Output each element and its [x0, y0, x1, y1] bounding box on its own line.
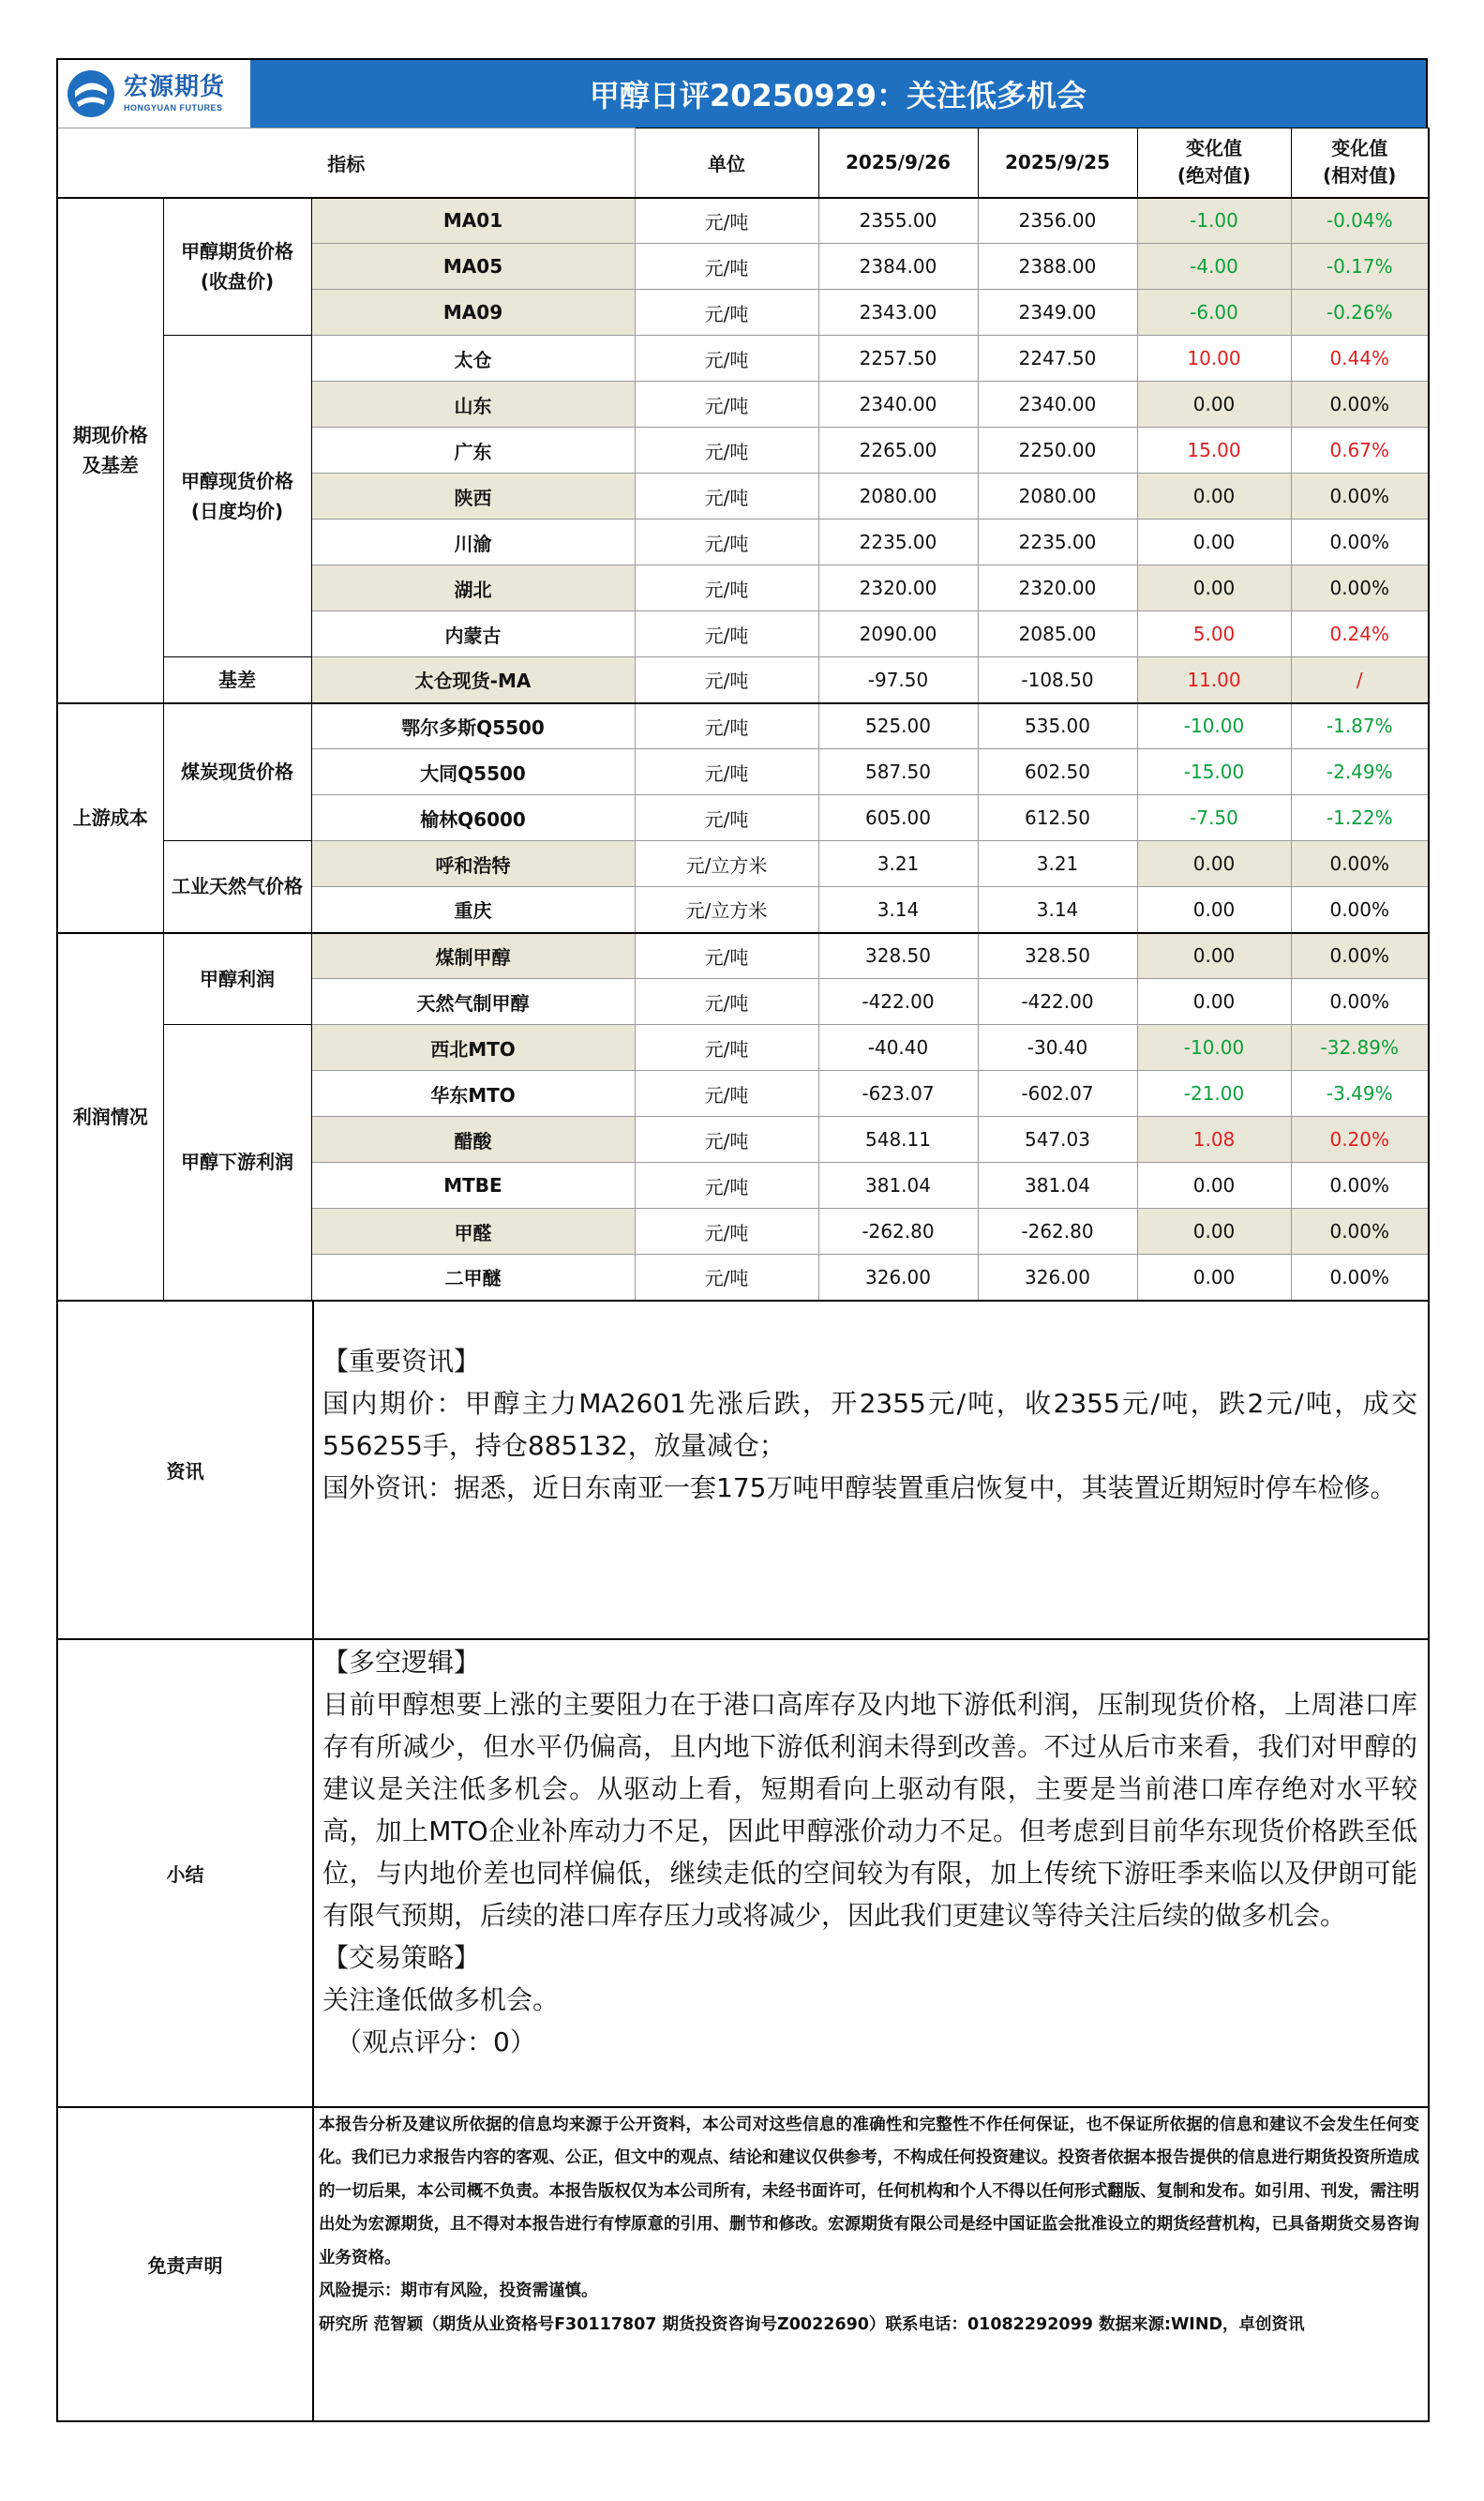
rel-change-value-acetic-acid: 0.20% — [1291, 1117, 1429, 1163]
value-date1-shandong: 2340.00 — [818, 382, 978, 428]
rel-change-value-basis-taicang: / — [1291, 657, 1429, 703]
hongyuan-logo-icon — [66, 68, 116, 119]
abs-change-value-chongqing-gas: 0.00 — [1137, 887, 1291, 933]
rel-change-value-chuanyu: 0.00% — [1291, 520, 1429, 565]
indicator-name-taicang: 太仓 — [311, 336, 635, 382]
rel-change-value-mtbe: 0.00% — [1291, 1163, 1429, 1209]
value-date1-hohhot-gas: 3.21 — [818, 841, 978, 887]
abs-change-value-yulin-coal: -7.50 — [1137, 795, 1291, 841]
news-content — [315, 1303, 1427, 1509]
indicator-name-mtbe: MTBE — [311, 1163, 635, 1209]
abs-change-value-gas-methanol: 0.00 — [1137, 979, 1291, 1025]
indicator-name-shandong: 山东 — [311, 382, 635, 428]
abs-change-value-dme: 0.00 — [1137, 1255, 1291, 1301]
abs-change-value-northwest-mto: -10.00 — [1137, 1025, 1291, 1071]
rel-change-value-coal-methanol: 0.00% — [1291, 933, 1429, 979]
value-date1-ordos-coal: 525.00 — [818, 703, 978, 749]
value-date1-ma01: 2355.00 — [818, 198, 978, 244]
abs-change-value-formaldehyde: 0.00 — [1137, 1209, 1291, 1255]
subgroup-label: 甲醇下游利润 — [163, 1025, 311, 1301]
unit-cell-hohhot-gas: 元/立方米 — [635, 841, 818, 887]
summary-row — [57, 1639, 1429, 2107]
indicator-name-ma05: MA05 — [311, 244, 635, 290]
value-date1-east-china-mto: -623.07 — [818, 1071, 978, 1117]
value-date1-datong-coal: 587.50 — [818, 749, 978, 795]
indicator-name-acetic-acid: 醋酸 — [311, 1117, 635, 1163]
unit-cell-northwest-mto: 元/吨 — [635, 1025, 818, 1071]
news-paragraph-domestic: 国内期价：甲醇主力MA2601先涨后跌，开2355元/吨，收2355元/吨，跌2元/吨，成交556255手，持仓885132，放量减仓； — [322, 1387, 1417, 1461]
summary-label: 小结 — [57, 1639, 313, 2107]
abs-change-value-shandong: 0.00 — [1137, 382, 1291, 428]
table-row — [57, 703, 1429, 749]
unit-cell-dme: 元/吨 — [635, 1255, 818, 1301]
rel-change-value-hohhot-gas: 0.00% — [1291, 841, 1429, 887]
group-profit-label: 利润情况 — [57, 933, 163, 1301]
abs-change-value-taicang: 10.00 — [1137, 336, 1291, 382]
indicator-name-coal-methanol: 煤制甲醇 — [311, 933, 635, 979]
value-date1-basis-taicang: -97.50 — [818, 657, 978, 703]
disclaimer-row — [57, 2107, 1429, 2421]
value-date2-neimenggu: 2085.00 — [978, 611, 1137, 657]
indicator-name-gas-methanol: 天然气制甲醇 — [311, 979, 635, 1025]
brand-logo — [58, 60, 250, 128]
rel-change-value-ma01: -0.04% — [1291, 198, 1429, 244]
rel-change-value-dme: 0.00% — [1291, 1255, 1429, 1301]
subgroup-label: 甲醇现货价格 (日度均价) — [163, 336, 311, 657]
rel-change-value-formaldehyde: 0.00% — [1291, 1209, 1429, 1255]
value-date2-ma01: 2356.00 — [978, 198, 1137, 244]
unit-cell-neimenggu: 元/吨 — [635, 611, 818, 657]
unit-cell-guangdong: 元/吨 — [635, 428, 818, 474]
unit-cell-east-china-mto: 元/吨 — [635, 1071, 818, 1117]
unit-cell-chongqing-gas: 元/立方米 — [635, 887, 818, 933]
value-date2-ma09: 2349.00 — [978, 290, 1137, 336]
rel-change-value-ma05: -0.17% — [1291, 244, 1429, 290]
unit-cell-shaanxi: 元/吨 — [635, 474, 818, 520]
abs-change-value-mtbe: 0.00 — [1137, 1163, 1291, 1209]
indicator-name-ma09: MA09 — [311, 290, 635, 336]
value-date1-hubei: 2320.00 — [818, 565, 978, 611]
abs-change-value-ma09: -6.00 — [1137, 290, 1291, 336]
unit-cell-coal-methanol: 元/吨 — [635, 933, 818, 979]
abs-change-value-datong-coal: -15.00 — [1137, 749, 1291, 795]
rel-change-value-hubei: 0.00% — [1291, 565, 1429, 611]
abs-change-value-shaanxi: 0.00 — [1137, 474, 1291, 520]
unit-cell-datong-coal: 元/吨 — [635, 749, 818, 795]
value-date2-east-china-mto: -602.07 — [978, 1071, 1137, 1117]
rel-change-value-neimenggu: 0.24% — [1291, 611, 1429, 657]
unit-cell-acetic-acid: 元/吨 — [635, 1117, 818, 1163]
table-row — [57, 841, 1429, 887]
col-header-unit: 单位 — [635, 128, 818, 198]
value-date2-shandong: 2340.00 — [978, 382, 1137, 428]
value-date1-chongqing-gas: 3.14 — [818, 887, 978, 933]
indicator-name-east-china-mto: 华东MTO — [311, 1071, 635, 1117]
unit-cell-mtbe: 元/吨 — [635, 1163, 818, 1209]
abs-change-value-guangdong: 15.00 — [1137, 428, 1291, 474]
value-date2-yulin-coal: 612.50 — [978, 795, 1137, 841]
value-date1-dme: 326.00 — [818, 1255, 978, 1301]
value-date2-formaldehyde: -262.80 — [978, 1209, 1137, 1255]
value-date1-gas-methanol: -422.00 — [818, 979, 978, 1025]
disclaimer-label: 免责声明 — [57, 2107, 313, 2421]
value-date2-gas-methanol: -422.00 — [978, 979, 1137, 1025]
abs-change-value-ordos-coal: -10.00 — [1137, 703, 1291, 749]
value-date1-formaldehyde: -262.80 — [818, 1209, 978, 1255]
value-date1-chuanyu: 2235.00 — [818, 520, 978, 565]
summary-logic-body: 目前甲醇想要上涨的主要阻力在于港口高库存及内地下游低利润，压制现货价格，上周港口库存有所减少，但水平仍偏高，且内地下游低利润未得到改善。不过从后市来看，我们对甲醇的建议是关注低多机会。从驱动上看，短期看向上驱动有限，主要是当前港口库存绝对水平较高，加上MTO企业补库动力不足，因此甲醇涨价动力不足。但考虑到目前华东现货价格跌至低位，与内地价差也同样偏低，继续走低的空间较为有限，加上传统下游旺季来临以及伊朗可能有限气预期，后续的港口库存压力或将减少，因此我们更建议等待关注后续的做多机会。 — [322, 1688, 1417, 1931]
value-date2-ordos-coal: 535.00 — [978, 703, 1137, 749]
commentary-table — [56, 1302, 1430, 2422]
indicator-name-datong-coal: 大同Q5500 — [311, 749, 635, 795]
subgroup-label: 甲醇期货价格 (收盘价) — [163, 198, 311, 336]
abs-change-value-hubei: 0.00 — [1137, 565, 1291, 611]
unit-cell-hubei: 元/吨 — [635, 565, 818, 611]
table-row — [57, 198, 1429, 244]
disclaimer-content — [315, 2109, 1427, 2343]
col-header-indicator: 指标 — [57, 128, 635, 198]
value-date1-ma09: 2343.00 — [818, 290, 978, 336]
rel-change-value-datong-coal: -2.49% — [1291, 749, 1429, 795]
col-header-date2: 2025/9/25 — [978, 128, 1137, 198]
rel-change-value-gas-methanol: 0.00% — [1291, 979, 1429, 1025]
value-date2-taicang: 2247.50 — [978, 336, 1137, 382]
value-date1-mtbe: 381.04 — [818, 1163, 978, 1209]
summary-strategy-heading: 【交易策略】 — [322, 1941, 481, 1973]
table-row — [57, 933, 1429, 979]
abs-change-value-basis-taicang: 11.00 — [1137, 657, 1291, 703]
value-date2-mtbe: 381.04 — [978, 1163, 1137, 1209]
summary-content — [315, 1641, 1427, 2063]
value-date1-yulin-coal: 605.00 — [818, 795, 978, 841]
table-row — [57, 657, 1429, 703]
indicator-name-neimenggu: 内蒙古 — [311, 611, 635, 657]
indicator-name-ma01: MA01 — [311, 198, 635, 244]
group-futures-spot-basis-label: 期现价格 及基差 — [57, 198, 163, 703]
abs-change-value-east-china-mto: -21.00 — [1137, 1071, 1291, 1117]
rel-change-value-shaanxi: 0.00% — [1291, 474, 1429, 520]
indicator-name-chongqing-gas: 重庆 — [311, 887, 635, 933]
news-heading: 【重要资讯】 — [322, 1345, 481, 1377]
value-date2-acetic-acid: 547.03 — [978, 1117, 1137, 1163]
indicator-name-formaldehyde: 甲醛 — [311, 1209, 635, 1255]
value-date1-guangdong: 2265.00 — [818, 428, 978, 474]
col-header-date1: 2025/9/26 — [818, 128, 978, 198]
indicator-name-shaanxi: 陕西 — [311, 474, 635, 520]
value-date1-neimenggu: 2090.00 — [818, 611, 978, 657]
summary-logic-heading: 【多空逻辑】 — [322, 1646, 481, 1678]
rel-change-value-guangdong: 0.67% — [1291, 428, 1429, 474]
rel-change-value-taicang: 0.44% — [1291, 336, 1429, 382]
abs-change-value-ma05: -4.00 — [1137, 244, 1291, 290]
value-date2-chuanyu: 2235.00 — [978, 520, 1137, 565]
value-date2-ma05: 2388.00 — [978, 244, 1137, 290]
abs-change-value-acetic-acid: 1.08 — [1137, 1117, 1291, 1163]
indicator-name-basis-taicang: 太仓现货-MA — [311, 657, 635, 703]
unit-cell-taicang: 元/吨 — [635, 336, 818, 382]
indicator-name-northwest-mto: 西北MTO — [311, 1025, 635, 1071]
indicator-name-yulin-coal: 榆林Q6000 — [311, 795, 635, 841]
value-date1-northwest-mto: -40.40 — [818, 1025, 978, 1071]
report-title: 甲醇日评20250929：关注低多机会 — [589, 78, 1087, 113]
summary-score: （观点评分：0） — [336, 2026, 536, 2057]
brand-name-cn: 宏源期货 — [124, 73, 226, 101]
subgroup-label: 煤炭现货价格 — [163, 703, 311, 841]
rel-change-value-yulin-coal: -1.22% — [1291, 795, 1429, 841]
group-upstream-cost-label: 上游成本 — [57, 703, 163, 933]
abs-change-value-hohhot-gas: 0.00 — [1137, 841, 1291, 887]
unit-cell-ma09: 元/吨 — [635, 290, 818, 336]
rel-change-value-northwest-mto: -32.89% — [1291, 1025, 1429, 1071]
unit-cell-basis-taicang: 元/吨 — [635, 657, 818, 703]
news-paragraph-overseas: 国外资讯：据悉，近日东南亚一套175万吨甲醇装置重启恢复中，其装置近期短时停车检修。 — [322, 1471, 1397, 1503]
summary-strategy-body: 关注逢低做多机会。 — [322, 1983, 560, 2015]
rel-change-value-ordos-coal: -1.87% — [1291, 703, 1429, 749]
indicator-name-guangdong: 广东 — [311, 428, 635, 474]
subgroup-label: 甲醇利润 — [163, 933, 311, 1025]
value-date1-taicang: 2257.50 — [818, 336, 978, 382]
risk-warning: 风险提示：期市有风险，投资需谨慎。 — [319, 2282, 598, 2300]
value-date1-acetic-acid: 548.11 — [818, 1117, 978, 1163]
value-date2-coal-methanol: 328.50 — [978, 933, 1137, 979]
brand-name-en: HONGYUAN FUTURES — [124, 103, 223, 113]
rel-change-value-chongqing-gas: 0.00% — [1291, 887, 1429, 933]
analyst-contact: 研究所 范智颖（期货从业资格号F30117807 期货投资咨询号Z0022690）联系电话：01082292099 数据来源:WIND，卓创资讯 — [319, 2314, 1305, 2334]
value-date1-coal-methanol: 328.50 — [818, 933, 978, 979]
unit-cell-formaldehyde: 元/吨 — [635, 1209, 818, 1255]
indicator-name-dme: 二甲醚 — [311, 1255, 635, 1301]
unit-cell-yulin-coal: 元/吨 — [635, 795, 818, 841]
price-table — [56, 128, 1430, 1302]
unit-cell-gas-methanol: 元/吨 — [635, 979, 818, 1025]
table-header-row — [57, 128, 1429, 198]
unit-cell-chuanyu: 元/吨 — [635, 520, 818, 565]
abs-change-value-coal-methanol: 0.00 — [1137, 933, 1291, 979]
abs-change-value-neimenggu: 5.00 — [1137, 611, 1291, 657]
col-header-abs-change: 变化值 (绝对值) — [1177, 137, 1252, 188]
value-date2-hubei: 2320.00 — [978, 565, 1137, 611]
value-date2-dme: 326.00 — [978, 1255, 1137, 1301]
value-date2-chongqing-gas: 3.14 — [978, 887, 1137, 933]
report-header — [56, 58, 1428, 128]
indicator-name-hubei: 湖北 — [311, 565, 635, 611]
indicator-name-ordos-coal: 鄂尔多斯Q5500 — [311, 703, 635, 749]
value-date2-shaanxi: 2080.00 — [978, 474, 1137, 520]
disclaimer-paragraph: 本报告分析及建议所依据的信息均来源于公开资料，本公司对这些信息的准确性和完整性不作任何保证，也不保证所依据的信息和建议不会发生任何变化。我们已力求报告内容的客观、公正，但文中的观点、结论和建议仅供参考，不构成任何投资建议。投资者依据本报告提供的信息进行期货投资所造成的一切后果，本公司概不负责。本报告版权仅为本公司所有，未经书面许可，任何机构和个人不得以任何形式翻版、复制和发布。如引用、刊发，需注明出处为宏源期货，且不得对本报告进行有悖原意的引用、删节和修改。宏源期货有限公司是经中国证监会批准设立的期货经营机构，已具备期货交易咨询业务资格。 — [319, 2115, 1419, 2267]
value-date2-datong-coal: 602.50 — [978, 749, 1137, 795]
rel-change-value-ma09: -0.26% — [1291, 290, 1429, 336]
subgroup-label: 工业天然气价格 — [163, 841, 311, 933]
news-label: 资讯 — [57, 1302, 313, 1639]
col-header-rel-change: 变化值 (相对值) — [1323, 137, 1397, 188]
value-date2-basis-taicang: -108.50 — [978, 657, 1137, 703]
unit-cell-shandong: 元/吨 — [635, 382, 818, 428]
unit-cell-ma01: 元/吨 — [635, 198, 818, 244]
value-date1-ma05: 2384.00 — [818, 244, 978, 290]
unit-cell-ordos-coal: 元/吨 — [635, 703, 818, 749]
value-date2-northwest-mto: -30.40 — [978, 1025, 1137, 1071]
value-date1-shaanxi: 2080.00 — [818, 474, 978, 520]
news-row — [57, 1302, 1429, 1639]
table-row — [57, 336, 1429, 382]
indicator-name-hohhot-gas: 呼和浩特 — [311, 841, 635, 887]
value-date2-guangdong: 2250.00 — [978, 428, 1137, 474]
table-row — [57, 1025, 1429, 1071]
value-date2-hohhot-gas: 3.21 — [978, 841, 1137, 887]
abs-change-value-chuanyu: 0.00 — [1137, 520, 1291, 565]
abs-change-value-ma01: -1.00 — [1137, 198, 1291, 244]
unit-cell-ma05: 元/吨 — [635, 244, 818, 290]
subgroup-label: 基差 — [163, 657, 311, 703]
indicator-name-chuanyu: 川渝 — [311, 520, 635, 565]
rel-change-value-east-china-mto: -3.49% — [1291, 1071, 1429, 1117]
rel-change-value-shandong: 0.00% — [1291, 382, 1429, 428]
methanol-daily-report — [56, 58, 1428, 2422]
